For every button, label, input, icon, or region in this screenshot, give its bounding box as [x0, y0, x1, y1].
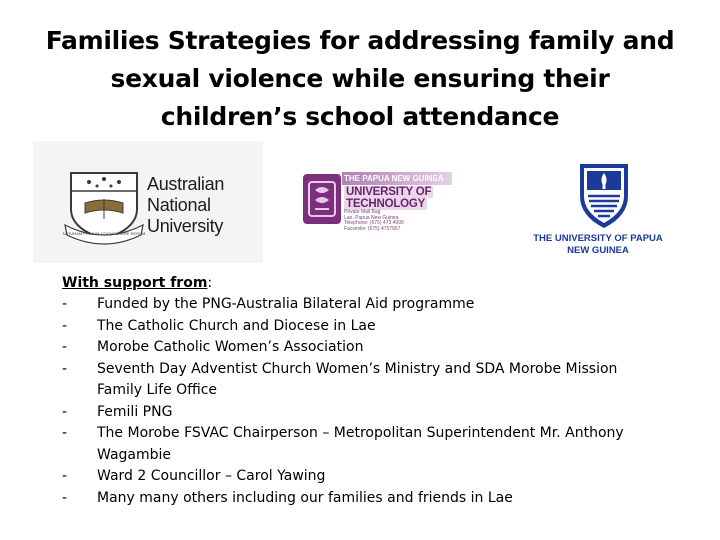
upng-caption-line: THE UNIVERSITY OF PAPUA: [533, 233, 663, 244]
support-heading-text: With support from: [62, 275, 208, 291]
slide-title-line: sexual violence while ensuring their: [110, 64, 610, 93]
bullet-dash: -: [62, 360, 68, 377]
unitech-name: [344, 186, 433, 210]
list-item-text: Many many others including our families and friends in Lae: [97, 489, 513, 506]
unitech-address-line: Facsimile: (675) 4757667: [344, 225, 401, 232]
list-item-text: Femili PNG: [97, 403, 173, 420]
support-section: [62, 272, 702, 509]
upng-caption-line: NEW GUINEA: [567, 245, 629, 256]
anu-wordmark-line: Australian: [147, 174, 225, 194]
anu-wordmark-line: National: [147, 195, 211, 215]
anu-wordmark-line: University: [147, 216, 224, 236]
upng-logo: [523, 160, 673, 260]
unitech-header: THE PAPUA NEW GUINEA: [342, 172, 452, 185]
slide-title: [40, 22, 680, 136]
unitech-logo: [300, 170, 455, 238]
bullet-dash: -: [62, 425, 68, 441]
list-item: [62, 294, 702, 316]
bullet-dash: -: [62, 403, 68, 420]
list-item-text: The Morobe FSVAC Chairperson – Metropolitan Superintendent Mr. Anthony: [97, 425, 624, 441]
bullet-dash: -: [62, 296, 68, 312]
list-item: [62, 337, 702, 359]
anu-logo: [33, 141, 263, 263]
list-item: [62, 316, 702, 338]
slide-title-line: children’s school attendance: [160, 102, 560, 131]
bullet-dash: -: [62, 468, 68, 484]
list-item: [62, 466, 702, 488]
list-item: [62, 359, 702, 402]
list-item-text: Funded by the PNG-Australia Bilateral Aid programme: [97, 296, 475, 312]
list-item: [62, 423, 702, 466]
anu-crest-icon: [63, 169, 145, 245]
bullet-dash: -: [62, 489, 68, 506]
unitech-name-line: UNIVERSITY OF: [346, 186, 432, 198]
unitech-emblem-icon: [303, 174, 341, 224]
support-heading: [62, 272, 702, 294]
list-item-text-continued: Family Life Office: [97, 382, 218, 398]
list-item: [62, 402, 702, 424]
list-item: [62, 488, 702, 510]
anu-motto: NATURAM PRIMUM COGNOSCERE RERUM: [63, 231, 145, 236]
upng-caption: [523, 233, 673, 257]
unitech-address: [344, 210, 404, 232]
anu-wordmark: [147, 174, 224, 237]
unitech-address-line: Private Mail Bag: [344, 209, 381, 215]
bullet-dash: -: [62, 339, 68, 355]
upng-shield-icon: [576, 160, 632, 230]
list-item-text: Seventh Day Adventist Church Women’s Ministry and SDA Morobe Mission: [97, 360, 618, 377]
list-item-text: Ward 2 Councillor – Carol Yawing: [97, 468, 326, 484]
slide-title-line: Families Strategies for addressing family and: [45, 26, 675, 55]
unitech-name-line: TECHNOLOGY: [346, 198, 426, 210]
list-item-text: The Catholic Church and Diocese in Lae: [97, 317, 376, 334]
unitech-address-line: Lae, Papua New Guinea: [344, 214, 399, 221]
list-item-text-continued: Wagambie: [97, 446, 172, 463]
unitech-address-line: Telephone: (675) 473 4999: [344, 220, 404, 226]
support-list: [62, 294, 702, 509]
support-heading-colon: :: [207, 275, 213, 291]
list-item-text: Morobe Catholic Women’s Association: [97, 339, 364, 355]
bullet-dash: -: [62, 317, 68, 334]
